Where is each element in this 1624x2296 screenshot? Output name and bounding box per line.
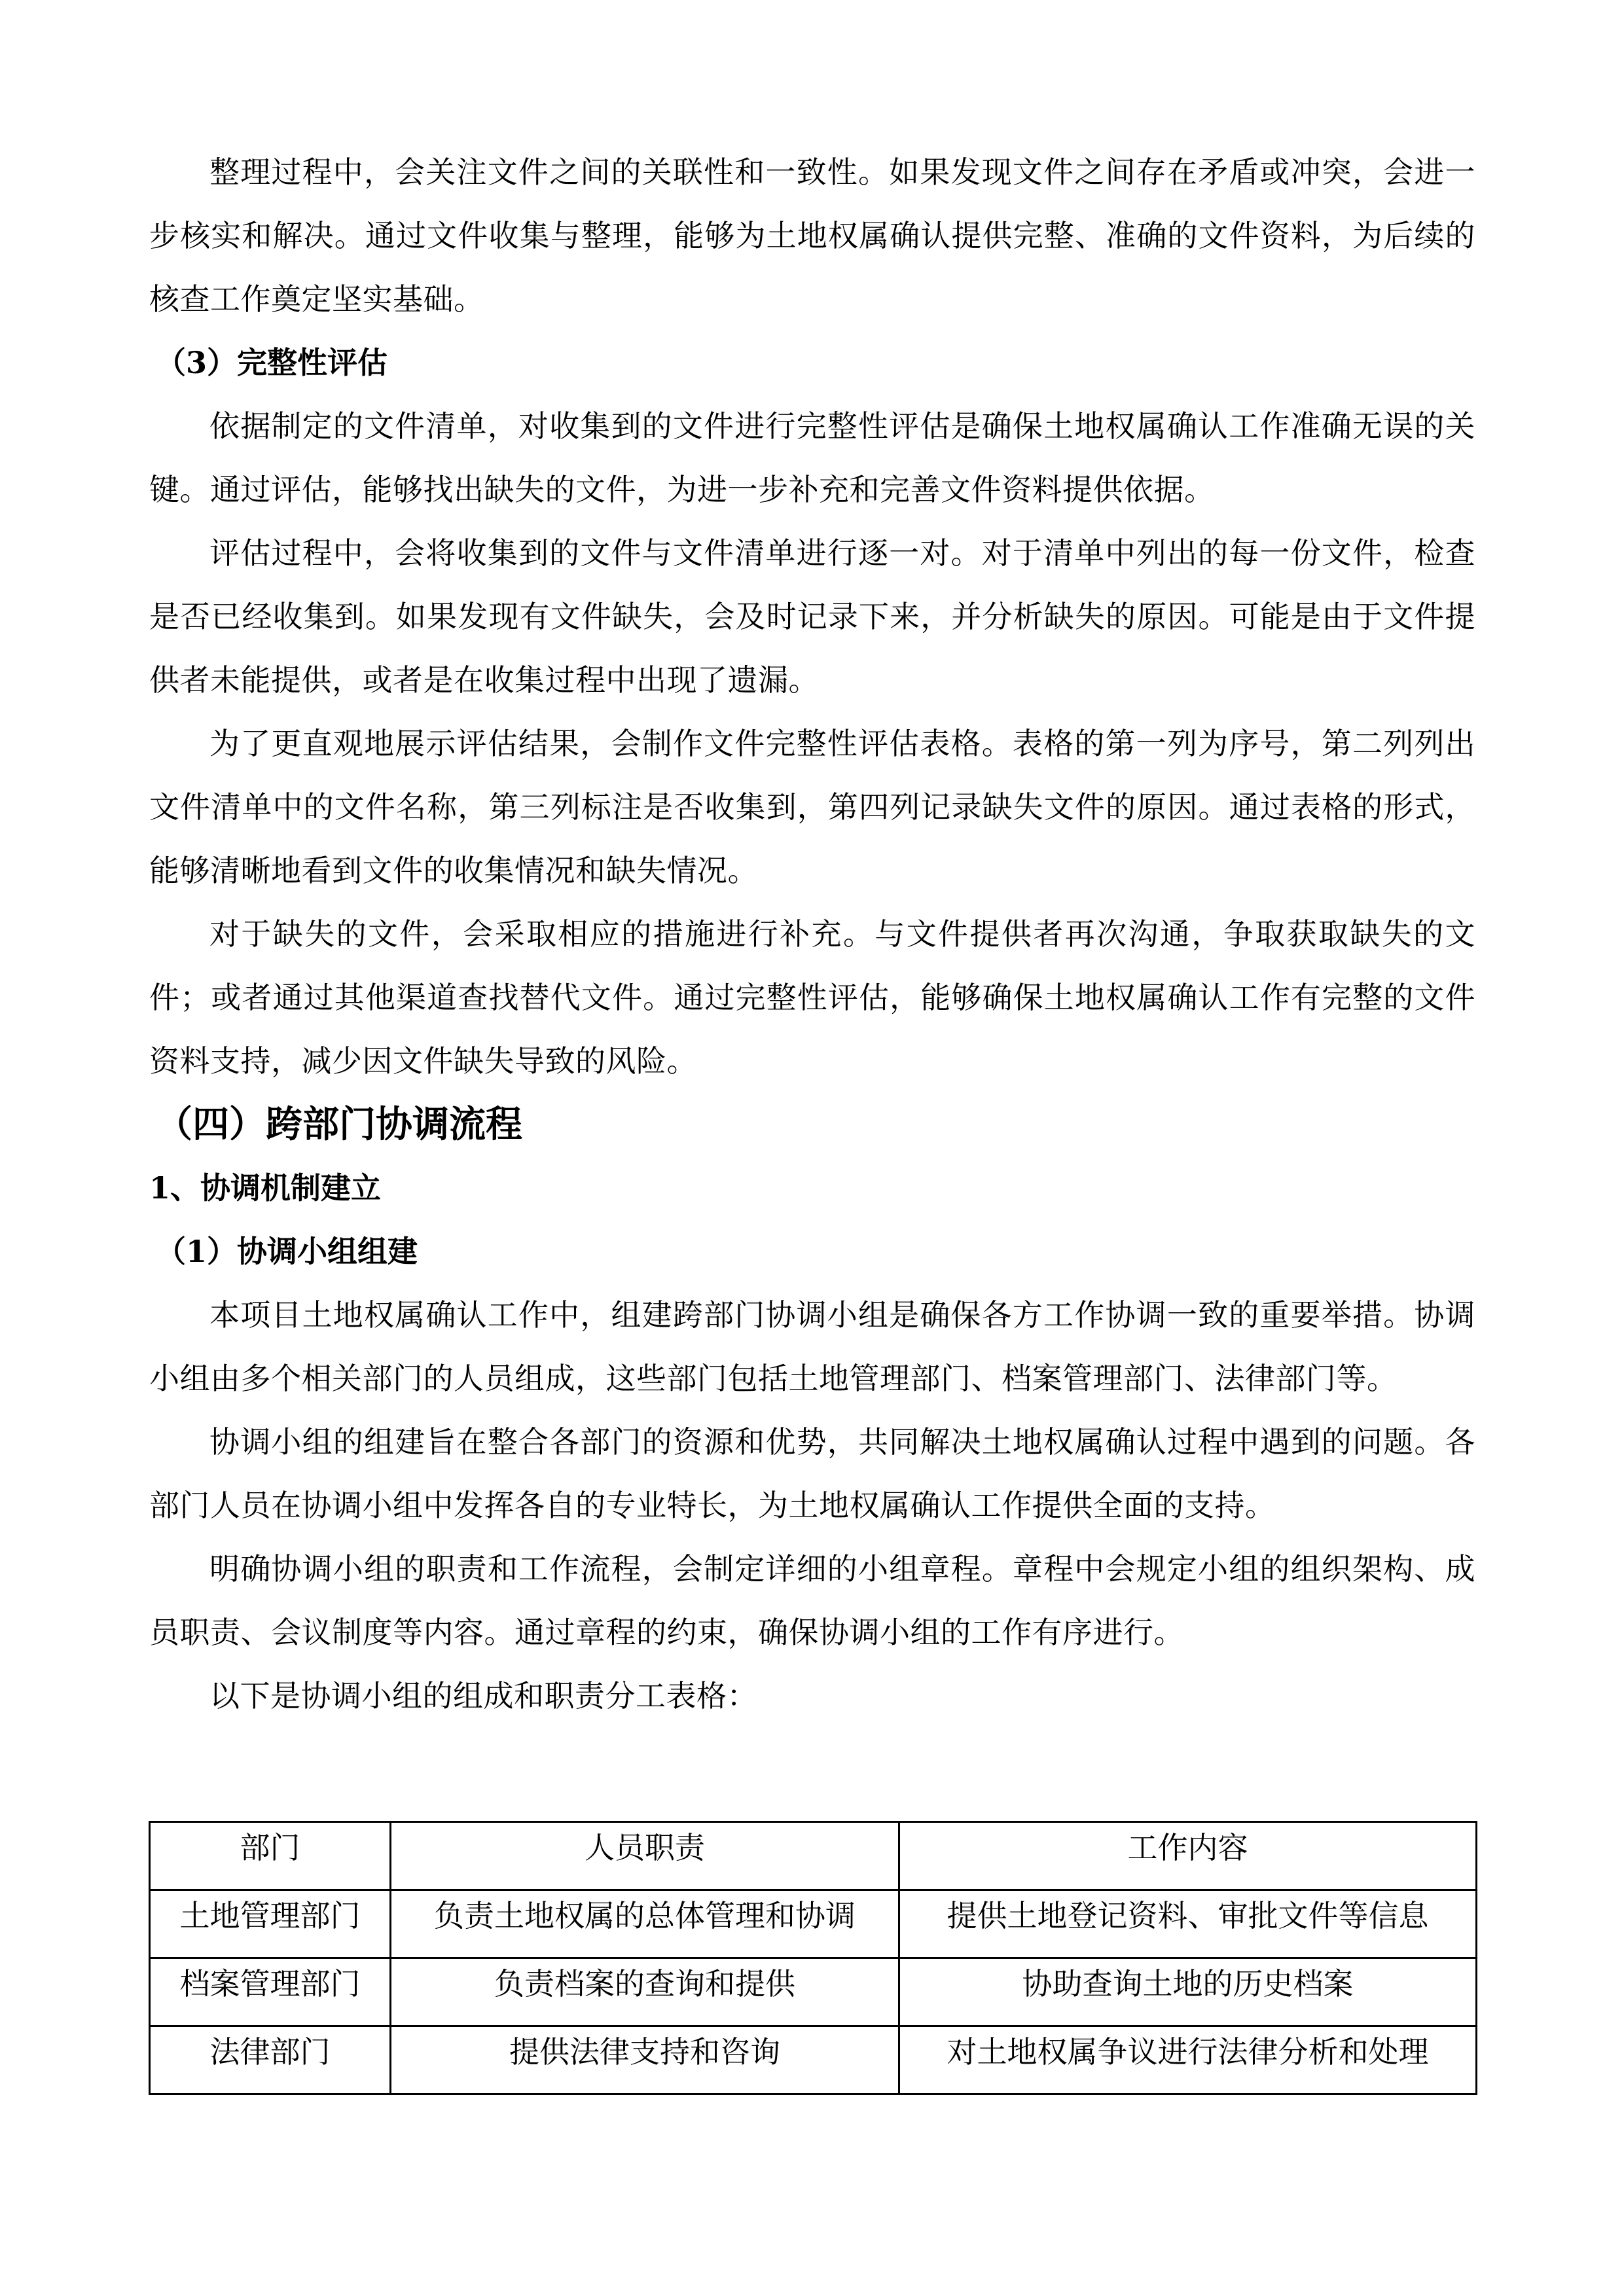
paragraph: 本项目土地权属确认工作中，组建跨部门协调小组是确保各方工作协调一致的重要举措。协调小组由多个相关部门的人员组成，这些部门包括土地管理部门、档案管理部门、法律部门等。: [149, 1297, 1475, 1396]
subsection-heading: 1、协调机制建立: [149, 1170, 382, 1206]
section-heading-completeness: （3）完整性评估: [156, 345, 388, 380]
table-header-cell: 人员职责: [391, 1822, 899, 1890]
table-cell: 负责档案的查询和提供: [391, 1958, 899, 2026]
paragraph: 对于缺失的文件，会采取相应的措施进行补充。与文件提供者再次沟通，争取获取缺失的文件；或者通过其他渠道查找替代文件。通过完整性评估，能够确保土地权属确认工作有完整的文件资料支持，减少因文件缺失导致的风险。: [149, 916, 1475, 1079]
table-row: [150, 2026, 1477, 2094]
table-cell: 负责土地权属的总体管理和协调: [391, 1890, 899, 1958]
paragraph: 协调小组的组建旨在整合各部门的资源和优势，共同解决土地权属确认过程中遇到的问题。各部门人员在协调小组中发挥各自的专业特长，为土地权属确认工作提供全面的支持。: [149, 1424, 1475, 1523]
paragraph: 依据制定的文件清单，对收集到的文件进行完整性评估是确保土地权属确认工作准确无误的关键。通过评估，能够找出缺失的文件，为进一步补充和完善文件资料提供依据。: [149, 408, 1475, 507]
table-cell: 提供土地登记资料、审批文件等信息: [899, 1890, 1477, 1958]
table-cell: 档案管理部门: [150, 1958, 391, 2026]
table-header-cell: 部门: [150, 1822, 391, 1890]
table-cell: 土地管理部门: [150, 1890, 391, 1958]
table-cell: 提供法律支持和咨询: [391, 2026, 899, 2094]
paragraph: 整理过程中，会关注文件之间的关联性和一致性。如果发现文件之间存在矛盾或冲突，会进一步核实和解决。通过文件收集与整理，能够为土地权属确认提供完整、准确的文件资料，为后续的核查工作奠定坚实基础。: [149, 154, 1475, 317]
table-header-cell: 工作内容: [899, 1822, 1477, 1890]
chapter-heading: （四）跨部门协调流程: [156, 1103, 522, 1146]
table-cell: 对土地权属争议进行法律分析和处理: [899, 2026, 1477, 2094]
paragraph: 以下是协调小组的组成和职责分工表格：: [209, 1678, 757, 1713]
table-cell: 法律部门: [150, 2026, 391, 2094]
paragraph: 明确协调小组的职责和工作流程，会制定详细的小组章程。章程中会规定小组的组织架构、成员职责、会议制度等内容。通过章程的约束，确保协调小组的工作有序进行。: [149, 1551, 1475, 1650]
paragraph: 评估过程中，会将收集到的文件与文件清单进行逐一对。对于清单中列出的每一份文件，检查是否已经收集到。如果发现有文件缺失，会及时记录下来，并分析缺失的原因。可能是由于文件提供者未能提供，或者是在收集过程中出现了遗漏。: [149, 535, 1475, 698]
table-header-row: [150, 1822, 1477, 1890]
table-cell: 协助查询土地的历史档案: [899, 1958, 1477, 2026]
responsibility-table: [149, 1821, 1477, 2095]
paragraph: 为了更直观地展示评估结果，会制作文件完整性评估表格。表格的第一列为序号，第二列列出文件清单中的文件名称，第三列标注是否收集到，第四列记录缺失文件的原因。通过表格的形式，能够清晰地看到文件的收集情况和缺失情况。: [149, 726, 1475, 888]
table-row: [150, 1958, 1477, 2026]
table-row: [150, 1890, 1477, 1958]
subsubsection-heading: （1）协调小组组建: [156, 1234, 418, 1269]
document-body: [149, 141, 1475, 1728]
